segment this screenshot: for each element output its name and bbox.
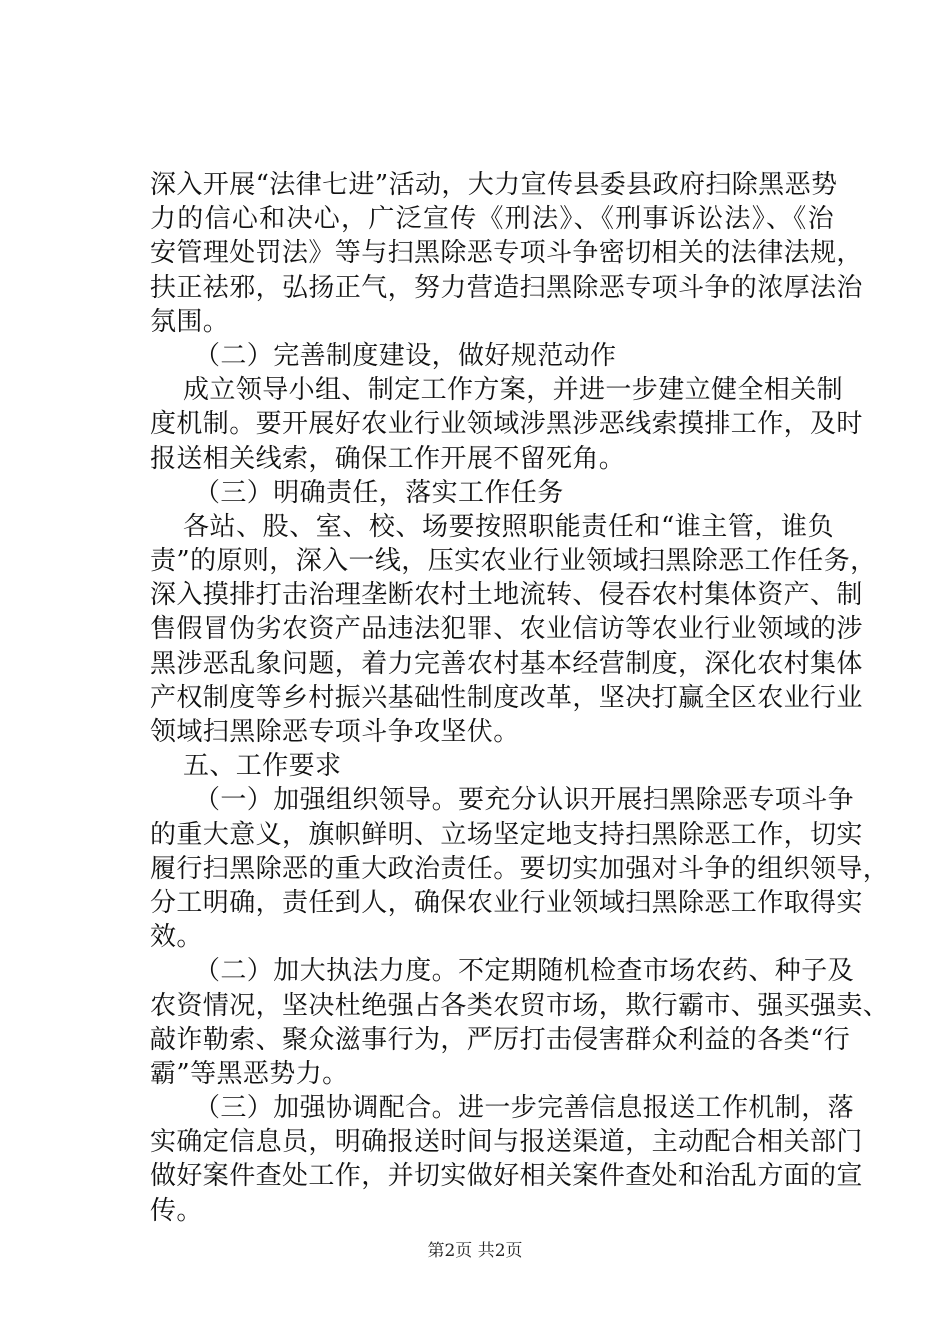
body-line: 实确定信息员，明确报送时间与报送渠道，主动配合相关部门	[150, 1127, 863, 1158]
body-line: 黑涉恶乱象问题，着力完善农村基本经营制度，深化农村集体	[150, 648, 863, 679]
body-line: （一）加强组织领导。要充分认识开展扫黑除恶专项斗争	[194, 785, 855, 816]
body-line: 做好案件查处工作，并切实做好相关案件查处和治乱方面的宣	[150, 1161, 863, 1192]
body-line: 五、工作要求	[183, 751, 342, 782]
body-line: 安管理处罚法》等与扫黑除恶专项斗争密切相关的法律法规，	[150, 238, 863, 269]
body-line: （二）加大执法力度。不定期随机检查市场农药、种子及	[194, 956, 855, 987]
body-line: 传。	[150, 1195, 203, 1226]
body-line: 的重大意义，旗帜鲜明、立场坚定地支持扫黑除恶工作，切实	[150, 819, 863, 850]
body-line: 分工明确，责任到人，确保农业行业领域扫黑除恶工作取得实	[150, 887, 863, 918]
body-line: 产权制度等乡村振兴基础性制度改革，坚决打赢全区农业行业	[150, 682, 863, 713]
body-line: 霸”等黑恶势力。	[150, 1058, 349, 1089]
body-line: 成立领导小组、制定工作方案，并进一步建立健全相关制	[183, 375, 844, 406]
body-line: 领域扫黑除恶专项斗争攻坚伏。	[150, 717, 520, 747]
body-line: 氛围。	[150, 306, 230, 337]
body-line: 效。	[150, 922, 203, 953]
body-line: （二）完善制度建设，做好规范动作	[194, 340, 617, 371]
body-line: 履行扫黑除恶的重大政治责任。要切实加强对斗争的组织领导，	[150, 853, 890, 884]
body-line: 农资情况，坚决杜绝强占各类农贸市场，欺行霸市、强买强卖、	[150, 990, 890, 1021]
body-line: 售假冒伪劣农资产品违法犯罪、农业信访等农业行业领域的涉	[150, 614, 863, 645]
body-line: 扶正祛邪，弘扬正气，努力营造扫黑除恶专项斗争的浓厚法治	[150, 272, 863, 303]
body-line: 责”的原则，深入一线，压实农业行业领域扫黑除恶工作任务，	[150, 546, 877, 577]
body-line: （三）加强协调配合。进一步完善信息报送工作机制，落	[194, 1093, 855, 1124]
body-line: 度机制。要开展好农业行业领域涉黑涉恶线索摸排工作，及时	[150, 409, 863, 440]
body-line: 各站、股、室、校、场要按照职能责任和“谁主管，谁负	[183, 511, 834, 542]
body-line: （三）明确责任，落实工作任务	[194, 477, 564, 508]
body-line: 深入摸排打击治理垄断农村土地流转、侵吞农村集体资产、制	[150, 580, 863, 611]
document-body	[150, 168, 890, 1228]
body-line: 报送相关线索，确保工作开展不留死角。	[150, 443, 626, 474]
body-line: 敲诈勒索、聚众滋事行为，严厉打击侵害群众利益的各类“行	[150, 1024, 851, 1055]
body-line: 力的信心和决心，广泛宣传《刑法》、《刑事诉讼法》、《治	[150, 204, 834, 235]
body-line: 深入开展“法律七进”活动，大力宣传县委县政府扫除黑恶势	[150, 170, 838, 200]
page-footer: 第2页 共2页	[427, 1241, 523, 1261]
